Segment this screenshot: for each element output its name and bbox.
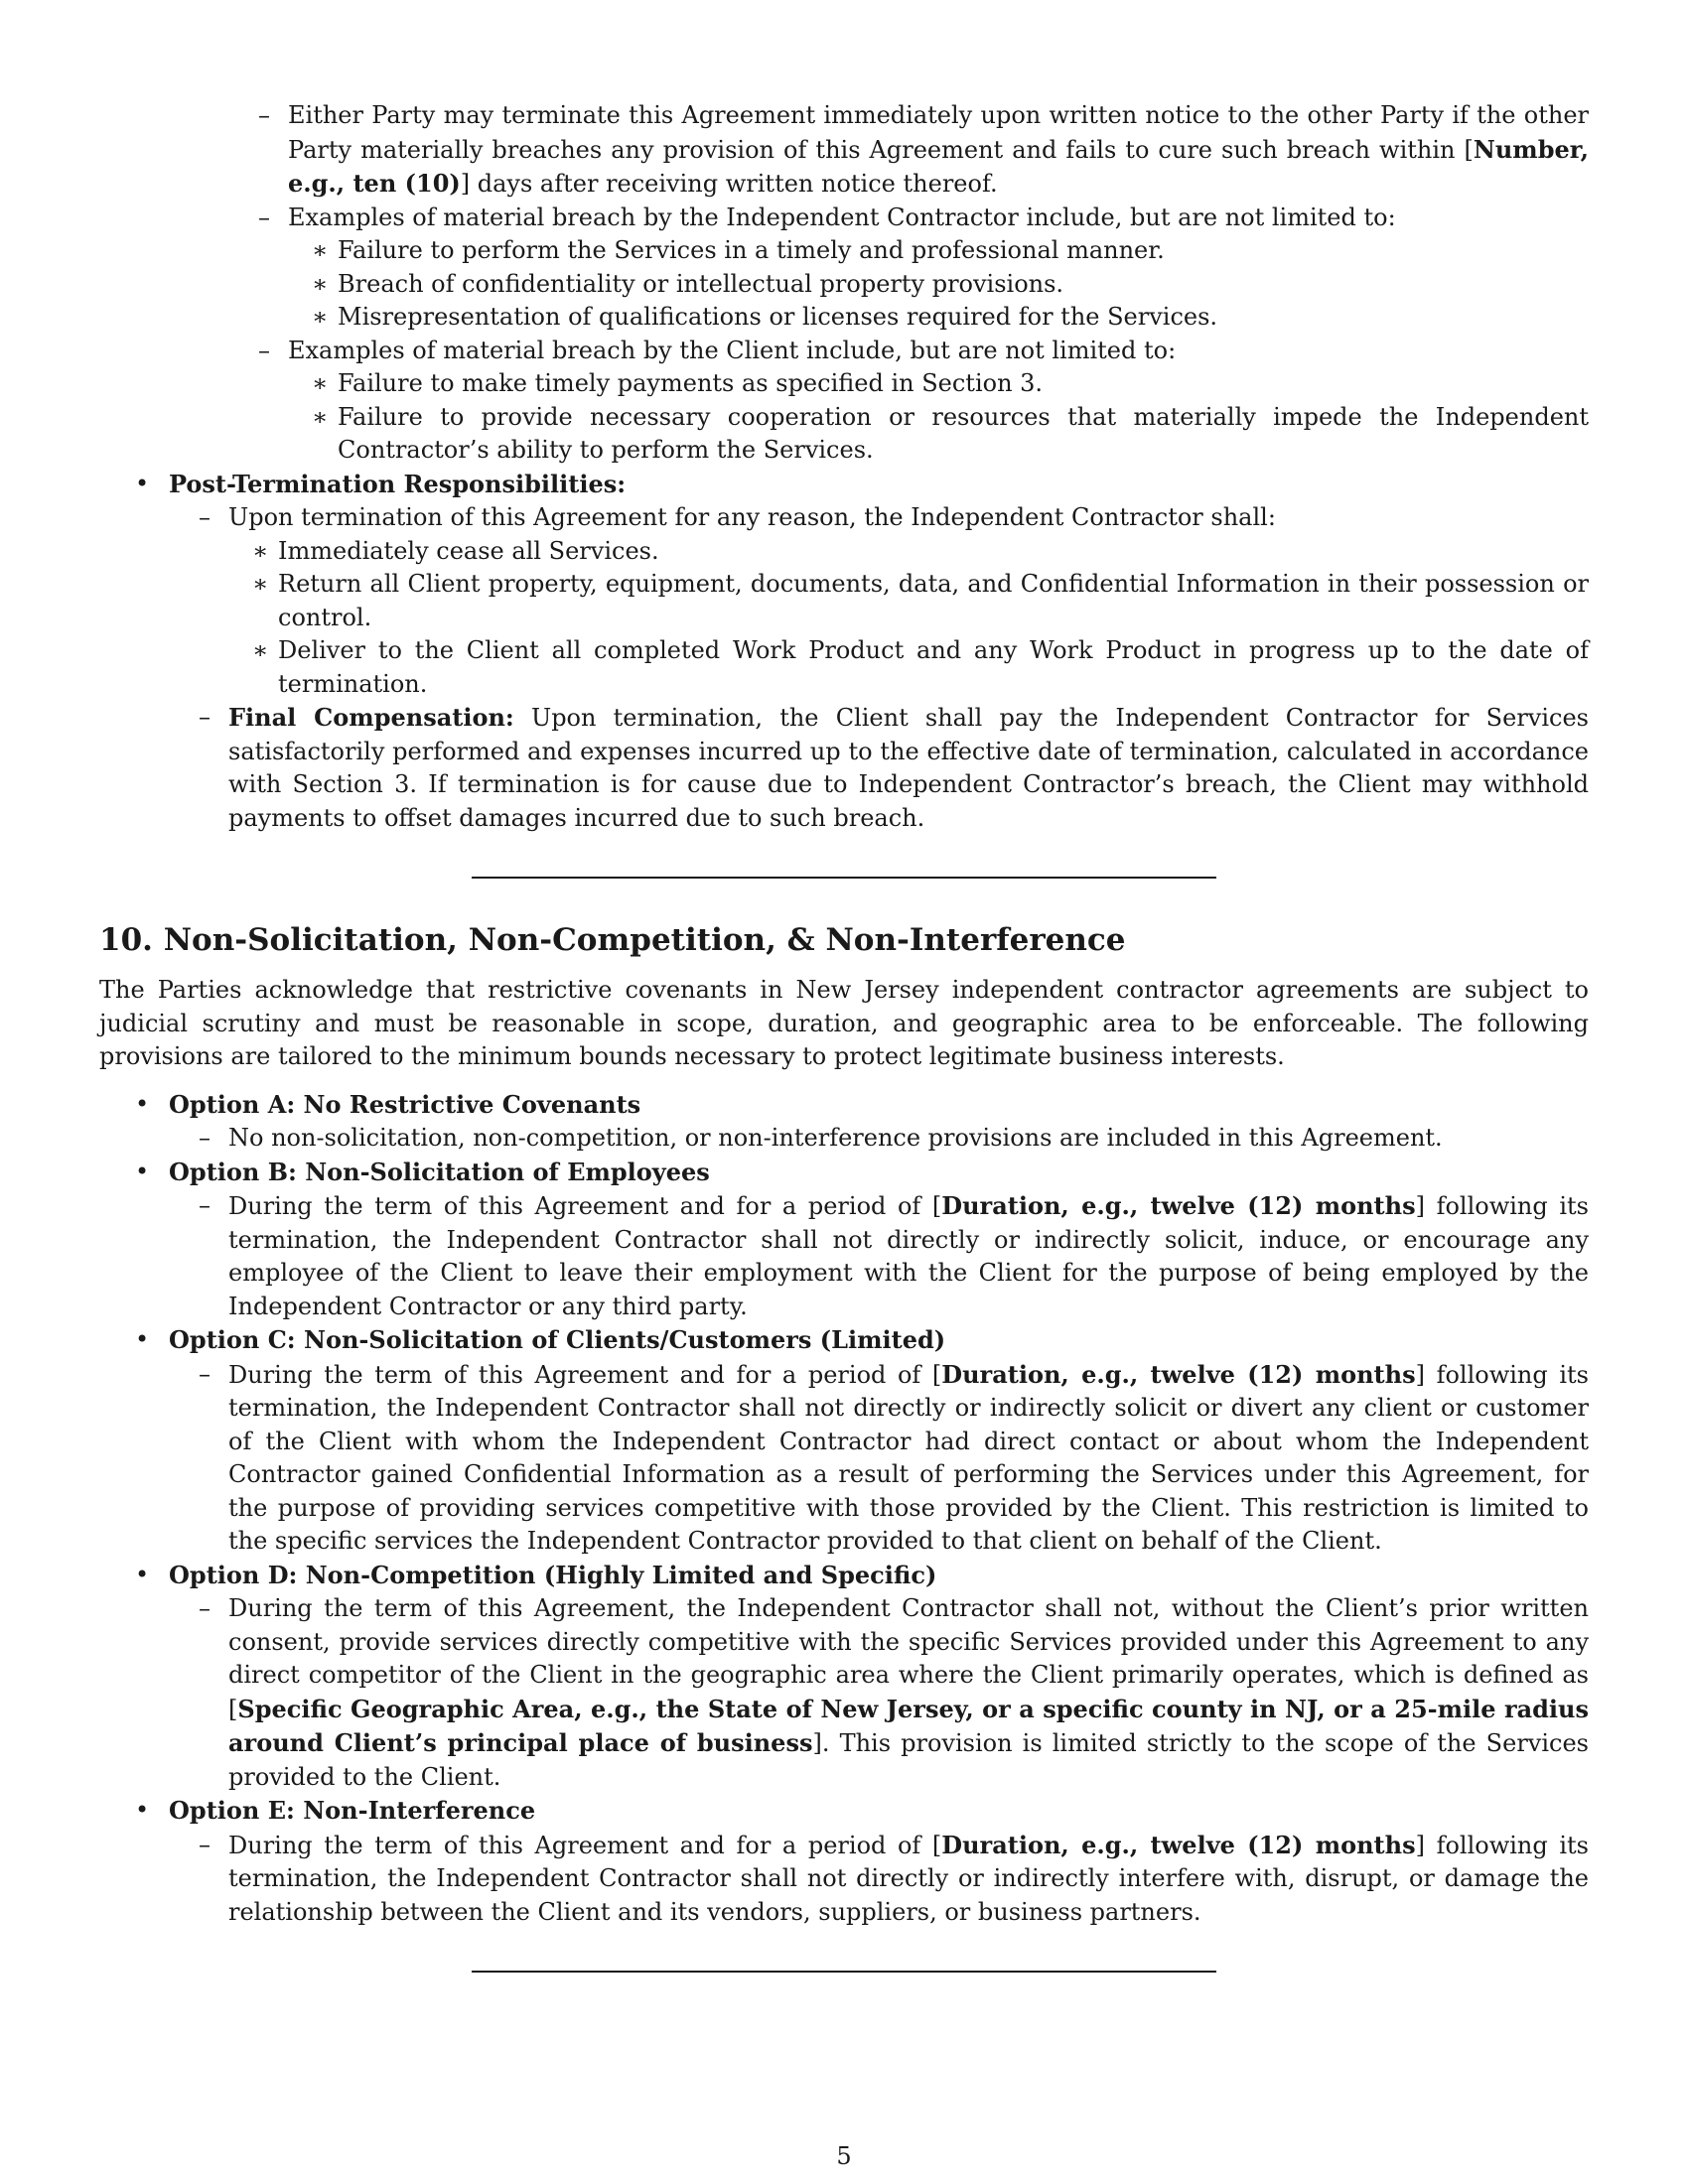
list-item: [228, 634, 1589, 701]
list-item: [228, 568, 1589, 634]
list-item-text: Breach of confidentiality or intellectual property provisions.: [338, 269, 1064, 298]
bullet-marker: •: [135, 1157, 150, 1185]
option-e-item: [99, 1794, 1589, 1929]
option-e-label: Option E: Non-Interference: [169, 1796, 536, 1825]
option-d-text-pre: During the term of this Agreement, the Independent Contractor shall not, without the Client’s prior written consent, provide services directly competitive with the specific Services provided under this Agreement to any direct competitor of the Client in the geographic area where the Client primarily operates, which is defined as [: [228, 1594, 1589, 1723]
list-item: [288, 401, 1589, 468]
bullet-marker: •: [135, 1796, 150, 1824]
post-termination-sublist: [169, 501, 1589, 835]
option-c-text-post: ] following its termination, the Independent Contractor shall not directly or indirectly solicit or divert any client or customer of the Client with whom the Independent Contractor had direct contact or about whom the Independent Contractor gained Confidential Information as a result of performing the Services under this Agreement, for the purpose of providing services competitive with those provided by the Client. This restriction is limited to the specific services the Independent Contractor provided to that client on behalf of the Client.: [228, 1360, 1589, 1555]
option-a-label: Option A: No Restrictive Covenants: [169, 1089, 641, 1119]
list-item: [228, 535, 1589, 569]
option-d-text-item: [169, 1592, 1589, 1794]
list-item: [288, 234, 1589, 268]
option-c-item: [99, 1323, 1589, 1559]
ic-breach-list: [288, 234, 1589, 335]
bullet-marker: •: [135, 1089, 150, 1118]
list-item-text: Return all Client property, equipment, documents, data, and Confidential Information in their possession or control.: [278, 570, 1589, 631]
option-c-text-pre: During the term of this Agreement and for a period of [: [228, 1360, 942, 1389]
dash-marker: –: [199, 1830, 211, 1858]
option-b-label: Option B: Non-Solicitation of Employees: [169, 1157, 710, 1186]
list-item-text: Failure to make timely payments as specified in Section 3.: [338, 369, 1044, 397]
page-number: 5: [836, 2142, 852, 2170]
post-termination-duties: [228, 535, 1589, 702]
list-item: [288, 367, 1589, 401]
client-breach-intro: Examples of material breach by the Client include, but are not limited to:: [288, 336, 1177, 364]
dash-marker: –: [199, 1191, 211, 1219]
option-e-text-pre: During the term of this Agreement and for a period of [: [228, 1831, 942, 1859]
breach-days-placeholder: Number, e.g., ten (10): [288, 134, 1589, 198]
option-e-text-item: [169, 1829, 1589, 1930]
dash-marker: –: [199, 1359, 211, 1388]
option-b-duration-placeholder: Duration, e.g., twelve (12) months: [941, 1191, 1416, 1220]
section-10-options: [99, 1088, 1589, 1930]
section-10-title: 10. Non-Solicitation, Non-Competition, & Non-Interference: [99, 922, 1126, 958]
option-b-text-item: [169, 1189, 1589, 1323]
dash-marker: –: [258, 101, 270, 129]
options-list: [99, 1088, 1589, 1930]
option-c-text-item: [169, 1358, 1589, 1559]
star-marker: ∗: [252, 536, 269, 565]
ic-breach-examples-item: [228, 202, 1589, 335]
list-item-text: Misrepresentation of qualifications or licenses required for the Services.: [338, 303, 1218, 331]
final-compensation-item: [169, 701, 1589, 835]
star-marker: ∗: [312, 369, 329, 397]
option-a-item: [99, 1088, 1589, 1156]
star-marker: ∗: [252, 570, 269, 598]
option-d-area-placeholder: Specific Geographic Area, e.g., the State of New Jersey, or a specific county in NJ, or a 25-mile radius around Client’s principal place of business: [228, 1694, 1589, 1757]
termination-list: [99, 99, 1589, 468]
section-divider: [472, 1971, 1216, 1973]
termination-continued: [99, 99, 1589, 835]
star-marker: ∗: [252, 636, 269, 664]
option-d-item: [99, 1559, 1589, 1795]
dash-marker: –: [199, 1594, 211, 1622]
option-a-text-item: [169, 1122, 1589, 1156]
dash-marker: –: [258, 203, 270, 231]
star-marker: ∗: [312, 269, 329, 298]
option-d-text-post: ]. This provision is limited strictly to the scope of the Services provided to the Client.: [228, 1729, 1589, 1791]
option-c-duration-placeholder: Duration, e.g., twelve (12) months: [941, 1359, 1416, 1389]
option-b-text-post: ] following its termination, the Independent Contractor shall not directly or indirectly solicit, induce, or encourage any employee of the Client to leave their employment with the Client for the purpose of being employed by the Independent Contractor or any third party.: [228, 1192, 1589, 1320]
option-c-label: Option C: Non-Solicitation of Clients/Customers (Limited): [169, 1325, 946, 1354]
dash-marker: –: [199, 1124, 211, 1152]
dash-marker: –: [258, 336, 270, 364]
bullet-marker: •: [135, 1325, 150, 1353]
list-item-text: Failure to provide necessary cooperation or resources that materially impede the Independent Contractor’s ability to perform the Services.: [338, 402, 1589, 464]
breach-text-pre: Either Party may terminate this Agreement immediately upon written notice to the other Party if the other Party materially breaches any provision of this Agreement and fails to cure such breach within [: [288, 101, 1589, 164]
list-item: [288, 268, 1589, 302]
breach-termination-item: [228, 99, 1589, 202]
final-compensation-text: Upon termination, the Client shall pay the Independent Contractor for Services satisfactorily performed and expenses incurred up to the effective date of termination, calculated in accordance with Section 3. If termination is for cause due to Independent Contractor’s breach, the Client may withhold payments to offset damages incurred due to such breach.: [228, 704, 1589, 832]
list-item-text: Deliver to the Client all completed Work Product and any Work Product in progress up to the date of termination.: [278, 636, 1589, 698]
post-termination-intro: Upon termination of this Agreement for any reason, the Independent Contractor shall:: [228, 503, 1276, 531]
option-e-duration-placeholder: Duration, e.g., twelve (12) months: [941, 1830, 1416, 1859]
list-item-text: Failure to perform the Services in a timely and professional manner.: [338, 236, 1165, 264]
option-d-label: Option D: Non-Competition (Highly Limited and Specific): [169, 1560, 937, 1589]
document-page: [99, 99, 1589, 1973]
dash-marker: –: [199, 503, 211, 531]
section-10-intro: The Parties acknowledge that restrictive covenants in New Jersey independent contractor agreements are subject to judicial scrutiny and must be reasonable in scope, duration, and geographic area to be enforceable. The following provisions are tailored to the minimum bounds necessary to protect legitimate business interests.: [99, 976, 1589, 1070]
option-a-sublist: [169, 1122, 1589, 1156]
post-termination-list: [99, 468, 1589, 836]
list-item: [288, 301, 1589, 335]
ic-breach-intro: Examples of material breach by the Independent Contractor include, but are not limited to:: [288, 203, 1396, 231]
client-breach-examples-item: [228, 335, 1589, 468]
option-b-item: [99, 1156, 1589, 1324]
option-e-text-post: ] following its termination, the Independent Contractor shall not directly or indirectly interfere with, disrupt, or damage the relationship between the Client and its vendors, suppliers, or business partners.: [228, 1831, 1589, 1926]
option-e-sublist: [169, 1829, 1589, 1930]
post-termination-intro-item: [169, 501, 1589, 701]
bullet-marker: •: [135, 1560, 150, 1588]
star-marker: ∗: [312, 402, 329, 431]
client-breach-list: [288, 367, 1589, 468]
section-divider: [472, 877, 1216, 879]
option-d-sublist: [169, 1592, 1589, 1794]
option-a-text: No non-solicitation, non-competition, or non-interference provisions are included in this Agreement.: [228, 1124, 1443, 1152]
list-item-text: Immediately cease all Services.: [278, 536, 659, 565]
post-termination-item: [99, 468, 1589, 836]
dash-marker: –: [199, 703, 211, 731]
final-compensation-label: Final Compensation:: [228, 703, 514, 732]
star-marker: ∗: [312, 303, 329, 331]
bullet-marker: •: [135, 469, 150, 497]
breach-text-post: ] days after receiving written notice thereof.: [460, 170, 998, 198]
option-b-sublist: [169, 1189, 1589, 1323]
option-b-text-pre: During the term of this Agreement and for a period of [: [228, 1192, 942, 1220]
star-marker: ∗: [312, 236, 329, 264]
post-termination-heading: Post-Termination Responsibilities:: [169, 469, 627, 498]
option-c-sublist: [169, 1358, 1589, 1559]
